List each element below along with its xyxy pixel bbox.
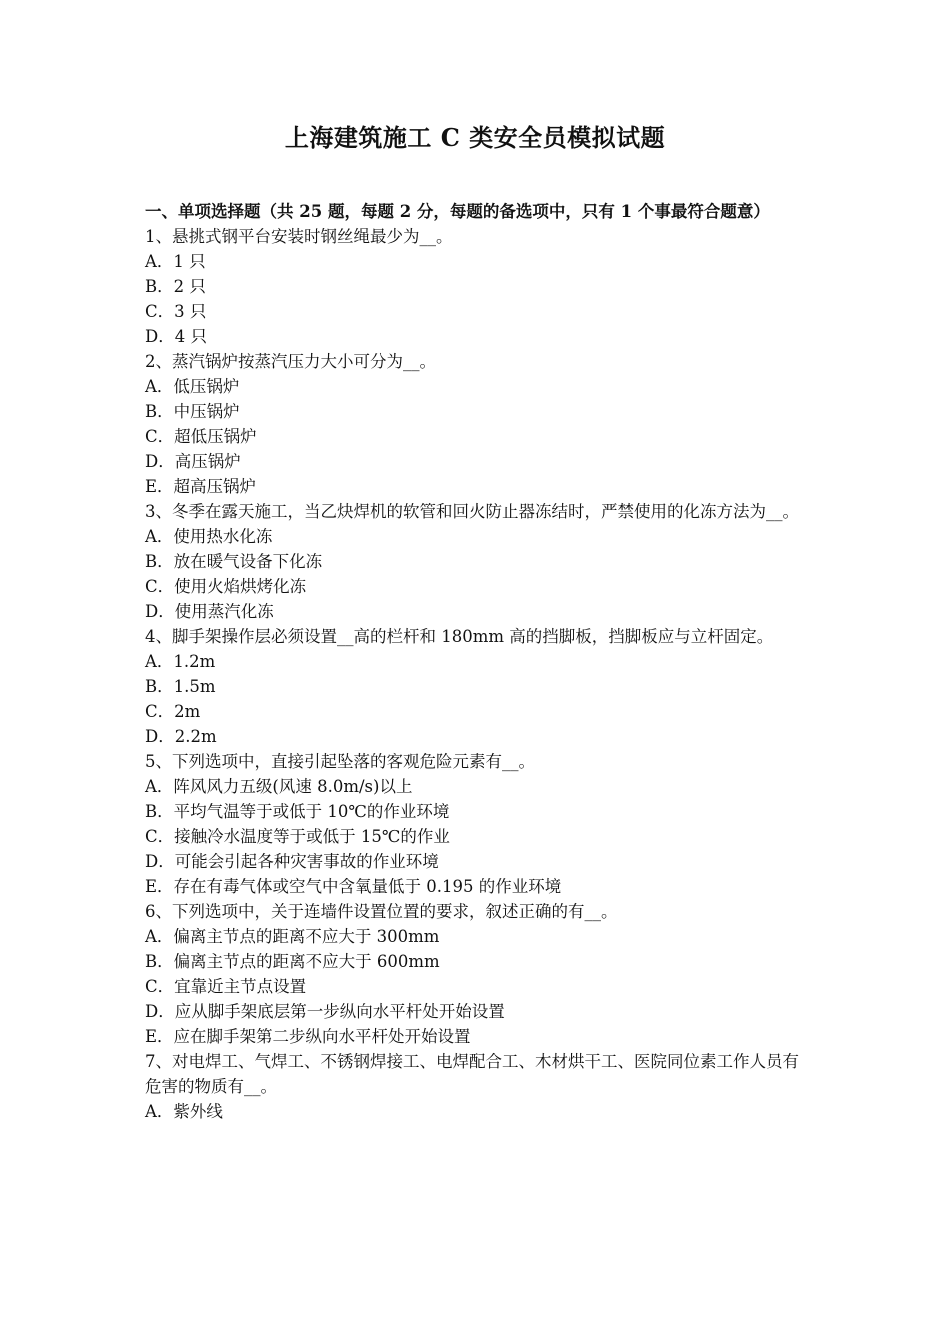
question-stem: 1、悬挑式钢平台安装时钢丝绳最少为__。 [145, 227, 453, 246]
question-option: D．可能会引起各种灾害事故的作业环境 [145, 852, 439, 871]
question-option: D．应从脚手架底层第一步纵向水平杆处开始设置 [145, 1002, 505, 1021]
question-option: C．接触冷水温度等于或低于 15℃的作业 [145, 827, 450, 846]
question-option: C．宜靠近主节点设置 [145, 977, 307, 996]
question-option: A．偏离主节点的距离不应大于 300mm [145, 927, 440, 946]
page-title: 上海建筑施工 C 类安全员模拟试题 [284, 123, 666, 152]
question-option: D．高压锅炉 [145, 452, 241, 471]
question-2 [145, 349, 807, 499]
question-1 [145, 224, 807, 349]
question-7 [145, 1049, 807, 1124]
question-6 [145, 899, 807, 1049]
question-option: C．使用火焰烘烤化冻 [145, 577, 307, 596]
question-option: A．使用热水化冻 [145, 527, 273, 546]
question-option: B．平均气温等于或低于 10℃的作业环境 [145, 802, 450, 821]
question-option: D．使用蒸汽化冻 [145, 602, 274, 621]
question-3 [145, 499, 807, 624]
question-stem: 7、对电焊工、气焊工、不锈钢焊接工、电焊配合工、木材烘干工、医院同位素工作人员有危害的物质有__。 [145, 1052, 799, 1096]
section-heading: 一、单项选择题（共 25 题，每题 2 分，每题的备选项中，只有 1 个事最符合题意） [145, 202, 770, 221]
question-5 [145, 749, 807, 899]
question-option: B．偏离主节点的距离不应大于 600mm [145, 952, 440, 971]
question-option: D．2.2m [145, 727, 217, 746]
question-stem: 4、脚手架操作层必须设置__高的栏杆和 180mm 高的挡脚板，挡脚板应与立杆固定。 [145, 627, 774, 646]
question-option: E．应在脚手架第二步纵向水平杆处开始设置 [145, 1027, 471, 1046]
question-option: C．超低压锅炉 [145, 427, 257, 446]
question-option: B．放在暖气设备下化冻 [145, 552, 323, 571]
question-option: A．1.2m [145, 652, 216, 671]
question-stem: 6、下列选项中，关于连墙件设置位置的要求，叙述正确的有__。 [145, 902, 618, 921]
question-option: A．1 只 [145, 252, 206, 271]
question-option: B．1.5m [145, 677, 216, 696]
question-stem: 2、蒸汽锅炉按蒸汽压力大小可分为__。 [145, 352, 436, 371]
question-option: E．超高压锅炉 [145, 477, 257, 496]
question-stem: 5、下列选项中，直接引起坠落的客观危险元素有__。 [145, 752, 535, 771]
question-stem: 3、冬季在露天施工，当乙炔焊机的软管和回火防止器冻结时，严禁使用的化冻方法为__。 [145, 502, 799, 521]
document-body [145, 199, 807, 1124]
question-option: A．紫外线 [145, 1102, 223, 1121]
question-option: A．阵风风力五级(风速 8.0m/s)以上 [145, 777, 413, 796]
question-4 [145, 624, 807, 749]
question-option: C．2m [145, 702, 201, 721]
question-option: E．存在有毒气体或空气中含氧量低于 0.195 的作业环境 [145, 877, 562, 896]
question-option: C．3 只 [145, 302, 207, 321]
question-option: D．4 只 [145, 327, 207, 346]
question-option: B．中压锅炉 [145, 402, 240, 421]
question-option: A．低压锅炉 [145, 377, 240, 396]
question-option: B．2 只 [145, 277, 206, 296]
